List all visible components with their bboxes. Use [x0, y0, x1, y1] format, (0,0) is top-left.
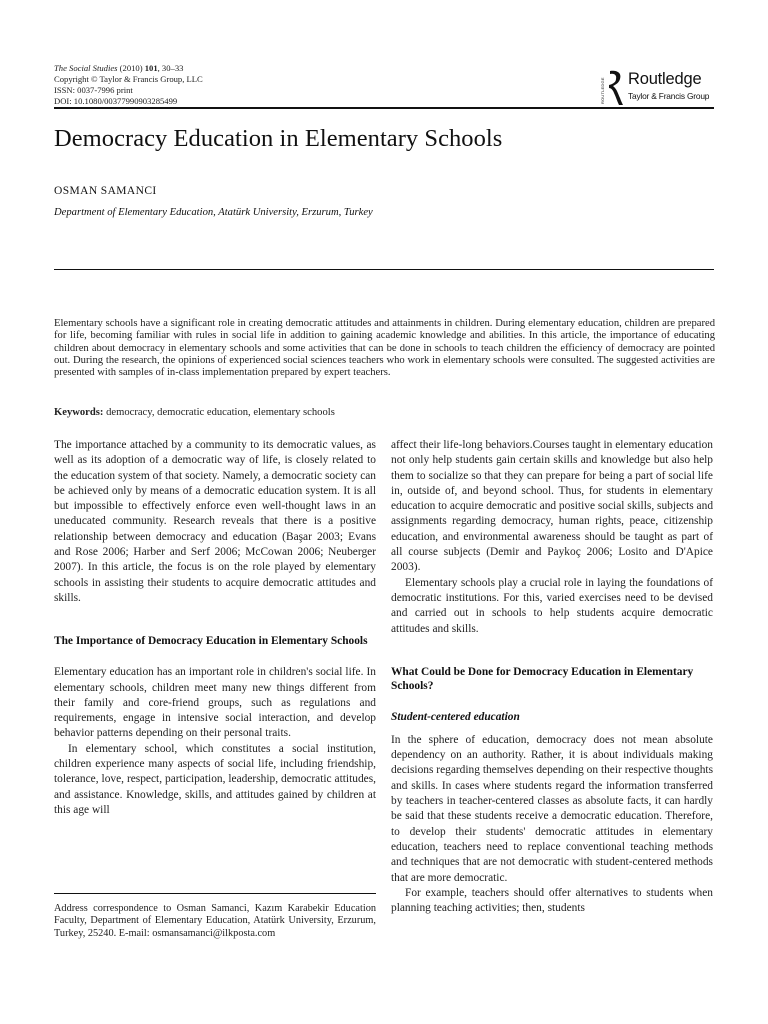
keywords-label: Keywords: — [54, 407, 104, 418]
routledge-logo — [600, 70, 718, 107]
article-title: Democracy Education in Elementary Schools — [54, 125, 503, 152]
right-column — [391, 438, 713, 916]
abstract: Elementary schools have a significant role in creating democratic attitudes and attainments in children. During elementary education, children are prepared for life, becoming familiar with rules in social life in addition to gaining academic knowledge and abilities. In this article, the importance of educating children about democracy in elementary schools and some activities that can be done in schools to teach children the efficiency of democracy are pointed out. During the research, the opinions of experienced social sciences teachers who work in elementary schools were consulted. The suggested activities are presented with samples of in-class implementation prepared by expert teachers. — [54, 318, 715, 379]
subsection-heading-student-centered: Student-centered education — [391, 710, 520, 723]
left-column — [54, 438, 376, 818]
publisher-subname: Taylor & Francis Group — [628, 91, 710, 101]
body-paragraph: For example, teachers should offer alternatives to students when planning teaching activities; then, students — [391, 886, 713, 915]
section-heading-importance: The Importance of Democracy Education in Elementary Schools — [54, 635, 368, 648]
author-name: OSMAN SAMANCI — [54, 185, 157, 197]
issn-line: ISSN: 0037-7996 print — [54, 85, 133, 95]
routledge-r-icon — [608, 70, 624, 106]
keywords — [54, 407, 335, 418]
citation-line — [54, 63, 203, 74]
footnote-divider — [54, 893, 376, 894]
intro-paragraph: The importance attached by a community to its democratic values, as well as its adoption of a democratic way of life, is closely related to the education system of that society. Namely, a democratic society can be achieved only by means of a democratic education system. It is all but impossible to effectively enforce even well-thought laws in an uneducated community. Research reveals that there is a positive relationship between democracy and education (Başar 2003; Evans and Rose 2006; Harber and Serf 2006; McCowan 2006; Neuberger 2007). In this article, the focus is on the role played by elementary schools in assisting their students to acquire democratic attitudes and skills. — [54, 439, 376, 604]
title-divider — [54, 269, 714, 270]
correspondence-footnote: Address correspondence to Osman Samanci, Kazım Karabekir Education Faculty, Department of Elementary Education, Atatürk University, Erzurum, Turkey, 25240. E-mail: osmansamanci@ilkposta.com — [54, 903, 376, 939]
copyright-line: Copyright © Taylor & Francis Group, LLC — [54, 74, 203, 84]
header-divider — [54, 107, 714, 109]
journal-volume: 101 — [144, 63, 158, 73]
body-paragraph: In elementary school, which constitutes a social institution, children experience many aspects of social life, including friendship, tolerance, love, respect, participation, leadership, democratic attitudes, and assistance. Knowledge, skills, and attitudes gained by children at this age will — [54, 742, 376, 816]
body-paragraph: Elementary schools play a crucial role in laying the foundations of democratic institutions. For this, varied exercises need to be devised and carried out in schools to help students acquire democratic attitudes and skills. — [391, 576, 713, 635]
journal-pages: , 30–33 — [157, 63, 184, 73]
journal-name: The Social Studies — [54, 63, 118, 73]
journal-year: (2010) — [119, 63, 143, 73]
publisher-name: Routledge — [628, 70, 702, 88]
logo-vertical-text: ROUTLEDGE — [600, 77, 605, 104]
body-paragraph: affect their life-long behaviors.Courses taught in elementary education not only help students gain certain skills and knowledge but also help them to socialize so that they can prepare for being a part of social life in, outside of, and beyond school. Thus, for students in elementary education to acquire democratic and positive social skills, subjects and assignments regarding democracy, human rights, peace, citizenship education, and environmental awareness should be taught as part of all course subjects (Demir and Paykoç 2006; Losito and D'Apice 2003). — [391, 439, 714, 574]
doi-line: DOI: 10.1080/00377990903285499 — [54, 96, 178, 106]
body-paragraph: Elementary education has an important role in children's social life. In elementary schools, children meet many new things different from their family and core-friend groups, such as regulations and requirements, engage in intensive social interaction, and develop behavior patterns depending on their personal traits. — [54, 666, 376, 740]
body-paragraph: In the sphere of education, democracy does not mean absolute dependency on an authority. Rather, it is about individuals making decisions regarding themselves depending on their respective thoughts and skills. In cases where students regard the information transferred by teachers in teacher-centered classes as absolute facts, it can hardly be said that these students receive a democratic education. Therefore, to develop their students' democratic attitudes in elementary education, teachers need to replace conventional teaching methods and techniques that are not democratic with student-centered methods that are more democratic. — [391, 733, 713, 884]
section-heading-what-could-be-done: What Could be Done for Democracy Education in Elementary Schools? — [391, 665, 694, 692]
author-affiliation: Department of Elementary Education, Atatürk University, Erzurum, Turkey — [54, 207, 373, 218]
journal-metadata — [54, 63, 203, 107]
keywords-list: democracy, democratic education, elementary schools — [103, 407, 335, 418]
